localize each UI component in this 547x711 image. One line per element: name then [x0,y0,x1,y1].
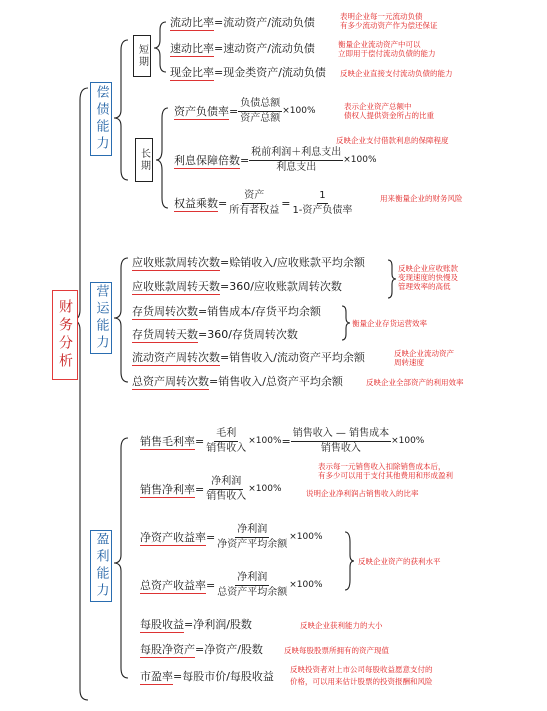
fraction-equity-multiplier-1 [227,190,281,217]
text-quick-ratio: =速动资产/流动负债 [214,42,315,55]
note-net-margin [306,489,419,498]
text-current-ratio: =流动资产/流动负债 [214,16,315,29]
pct-roe: ×100% [289,532,323,542]
formula-net-margin [140,476,282,503]
solvency-bracket [114,40,128,180]
long-brace [156,108,168,208]
note-text-interest-coverage: 反映企业支付借款利息的保障程度 [336,136,449,145]
eq-debt-ratio: = [229,105,239,118]
pct-gross-margin-2: ×100% [391,436,425,446]
root-bracket [72,88,88,700]
formula-total-assets-turnover [132,375,343,388]
text-receivables-turnover: =赊销收入/应收账款平均余额 [220,256,365,269]
text-eps: =净利润/股数 [184,618,252,631]
label-debt-ratio: 资产负债率 [174,105,229,118]
pct-debt-ratio: ×100% [282,106,316,116]
note-total-assets [366,378,464,387]
fraction-gross-margin-2 [291,428,391,455]
note-debt-ratio [344,102,434,120]
den-roa: 总资产平均余额 [217,587,288,598]
formula-inventory-days [132,328,298,341]
note-text-gross-margin: 表示每一元销售收入扣除销售成本后， 有多少可以用于支付其他费用和形成盈利 [318,462,453,480]
text-total-assets-turnover: =销售收入/总资产平均余额 [209,375,343,388]
category-profitability: 盈利能力 [90,530,112,602]
label-quick-ratio: 速动比率 [170,42,214,55]
root-box: 财务分析 [52,290,78,380]
note-brace-roe-roa [345,532,354,590]
label-roa: 总资产收益率 [140,579,206,592]
note-quick-ratio [338,40,436,58]
note-eps [300,621,383,630]
label-inventory-days: 存货周转天数 [132,328,198,341]
label-eps: 每股收益 [140,618,184,631]
short-brace [154,22,166,72]
formula-current-ratio [170,16,315,29]
note-cash-ratio [340,69,453,78]
text-receivables-days: =360/应收账款周转次数 [220,280,342,293]
note-current-ratio [340,12,438,30]
formula-gross-margin [140,428,424,455]
eq-equity-multiplier: = [218,197,228,210]
eq-roa: = [206,579,216,592]
label-receivables-days: 应收账款周转天数 [132,280,220,293]
fraction-net-margin [204,476,248,503]
den-equity-multiplier-1: 所有者权益 [229,205,280,216]
num-equity-multiplier-2: 1 [317,190,327,204]
formula-cash-ratio [170,66,326,79]
formula-roe [140,524,323,551]
label-net-margin: 销售净利率 [140,483,195,496]
note-brace-receivables [388,260,396,298]
eq2-gross-margin: = [281,435,291,448]
formula-current-assets-turnover [132,351,365,364]
text-inventory-days: =360/存货周转次数 [198,328,298,341]
label-gross-margin: 销售毛利率 [140,435,195,448]
label-receivables-turnover: 应收账款周转次数 [132,256,220,269]
note-text-quick-ratio: 衡量企业流动资产中可以 立即用于偿付流动负债的能力 [338,40,436,58]
num-equity-multiplier-1: 资产 [242,190,266,204]
pct-interest-coverage: ×100% [343,155,377,165]
num-gross-margin-2: 销售收入 — 销售成本 [291,428,391,442]
note-text-total-assets: 反映企业全部资产的利用效率 [366,378,464,387]
num-net-margin: 净利润 [209,476,243,490]
note-brace-inventory [342,306,350,340]
operating-bracket [114,258,128,382]
eq2-equity-multiplier: = [281,197,291,210]
text-cash-ratio: =现金类资产/流动负债 [214,66,326,79]
den-interest-coverage: 利息支出 [276,162,317,173]
formula-bvps [140,643,263,656]
profit-bracket [114,438,128,678]
formula-receivables-days [132,280,342,293]
note-gross-margin [318,462,453,480]
label-inventory-turnover: 存货周转次数 [132,305,198,318]
formula-interest-coverage [174,147,377,174]
note-text-equity-multiplier: 用来衡量企业的财务风险 [380,194,463,203]
text-inventory-turnover: =销售成本/存货平均余额 [198,305,321,318]
den-equity-multiplier-2: 1-资产负债率 [292,205,353,216]
text-bvps: =净资产/股数 [195,643,263,656]
text-pe: =每股市价/每股收益 [173,670,274,683]
label-roe: 净资产收益率 [140,531,206,544]
fraction-roe [215,524,289,551]
eq-gross-margin: = [195,435,205,448]
eq-interest-coverage: = [240,154,250,167]
label-interest-coverage: 利息保障倍数 [174,154,240,167]
formula-equity-multiplier [174,190,354,217]
note-inventory [352,319,427,328]
note-text-current-assets: 反映企业流动资产 周转速度 [394,349,454,367]
den-gross-margin-2: 销售收入 [320,443,361,454]
num-gross-margin: 毛利 [214,428,238,442]
den-roe: 净资产平均余额 [217,539,288,550]
den-gross-margin: 销售收入 [206,443,247,454]
label-pe: 市盈率 [140,670,173,683]
fraction-gross-margin [204,428,248,455]
formula-roa [140,572,323,599]
category-solvency: 偿债能力 [90,82,112,156]
note-bvps [284,646,389,655]
num-roa: 净利润 [235,572,269,586]
label-bvps: 每股净资产 [140,643,195,656]
note-text-cash-ratio: 反映企业直接支付流动负债的能力 [340,69,453,78]
formula-debt-ratio [174,98,316,125]
formula-eps [140,618,252,631]
fraction-interest-coverage [249,147,343,174]
category-operating: 营运能力 [90,282,112,354]
text-current-assets-turnover: =销售收入/流动资产平均余额 [220,351,365,364]
note-text-receivables: 反映企业应收账款 变现速度的快慢及 管理效率的高低 [398,264,458,291]
note-interest-coverage [336,136,449,145]
note-text-eps: 反映企业获利能力的大小 [300,621,383,630]
label-current-assets-turnover: 流动资产周转次数 [132,351,220,364]
note-text-current-ratio: 表明企业每一元流动负债 有多少流动资产作为偿还保证 [340,12,438,30]
den-net-margin: 销售收入 [206,491,247,502]
note-text-inventory: 衡量企业存货运营效率 [352,319,427,328]
fraction-equity-multiplier-2 [290,190,354,217]
note-pe [290,664,433,688]
formula-receivables-turnover [132,256,365,269]
formula-quick-ratio [170,42,315,55]
eq-roe: = [206,531,216,544]
num-interest-coverage: 税前利润＋利息支出 [249,147,343,161]
note-text-bvps: 反映每股股票所拥有的资产现值 [284,646,389,655]
subgroup-short: 短期 [133,35,151,77]
pct-net-margin: ×100% [248,484,282,494]
fraction-roa [215,572,289,599]
label-current-ratio: 流动比率 [170,16,214,29]
den-debt-ratio: 资产总额 [240,113,281,124]
label-total-assets-turnover: 总资产周转次数 [132,375,209,388]
eq-net-margin: = [195,483,205,496]
note-equity-multiplier [380,194,463,203]
note-roe-roa [358,557,441,566]
pct-roa: ×100% [289,580,323,590]
label-equity-multiplier: 权益乘数 [174,197,218,210]
note-text-pe: 反映投资者对上市公司每股收益愿意支付的 价格，可以用来估计股票的投资报酬和风险 [290,665,433,686]
subgroup-long: 长期 [135,138,153,182]
note-text-net-margin: 说明企业净利润占销售收入的比率 [306,489,419,498]
label-cash-ratio: 现金比率 [170,66,214,79]
num-debt-ratio: 负债总额 [238,98,282,112]
fraction-debt-ratio [238,98,282,125]
note-receivables [398,264,458,291]
note-current-assets [394,349,454,367]
formula-pe [140,670,274,683]
num-roe: 净利润 [235,524,269,538]
formula-inventory-turnover [132,305,321,318]
note-text-roe-roa: 反映企业资产的获利水平 [358,557,441,566]
note-text-debt-ratio: 表示企业资产总额中 债权人提供资金所占的比重 [344,102,434,120]
pct-gross-margin: ×100% [248,436,282,446]
